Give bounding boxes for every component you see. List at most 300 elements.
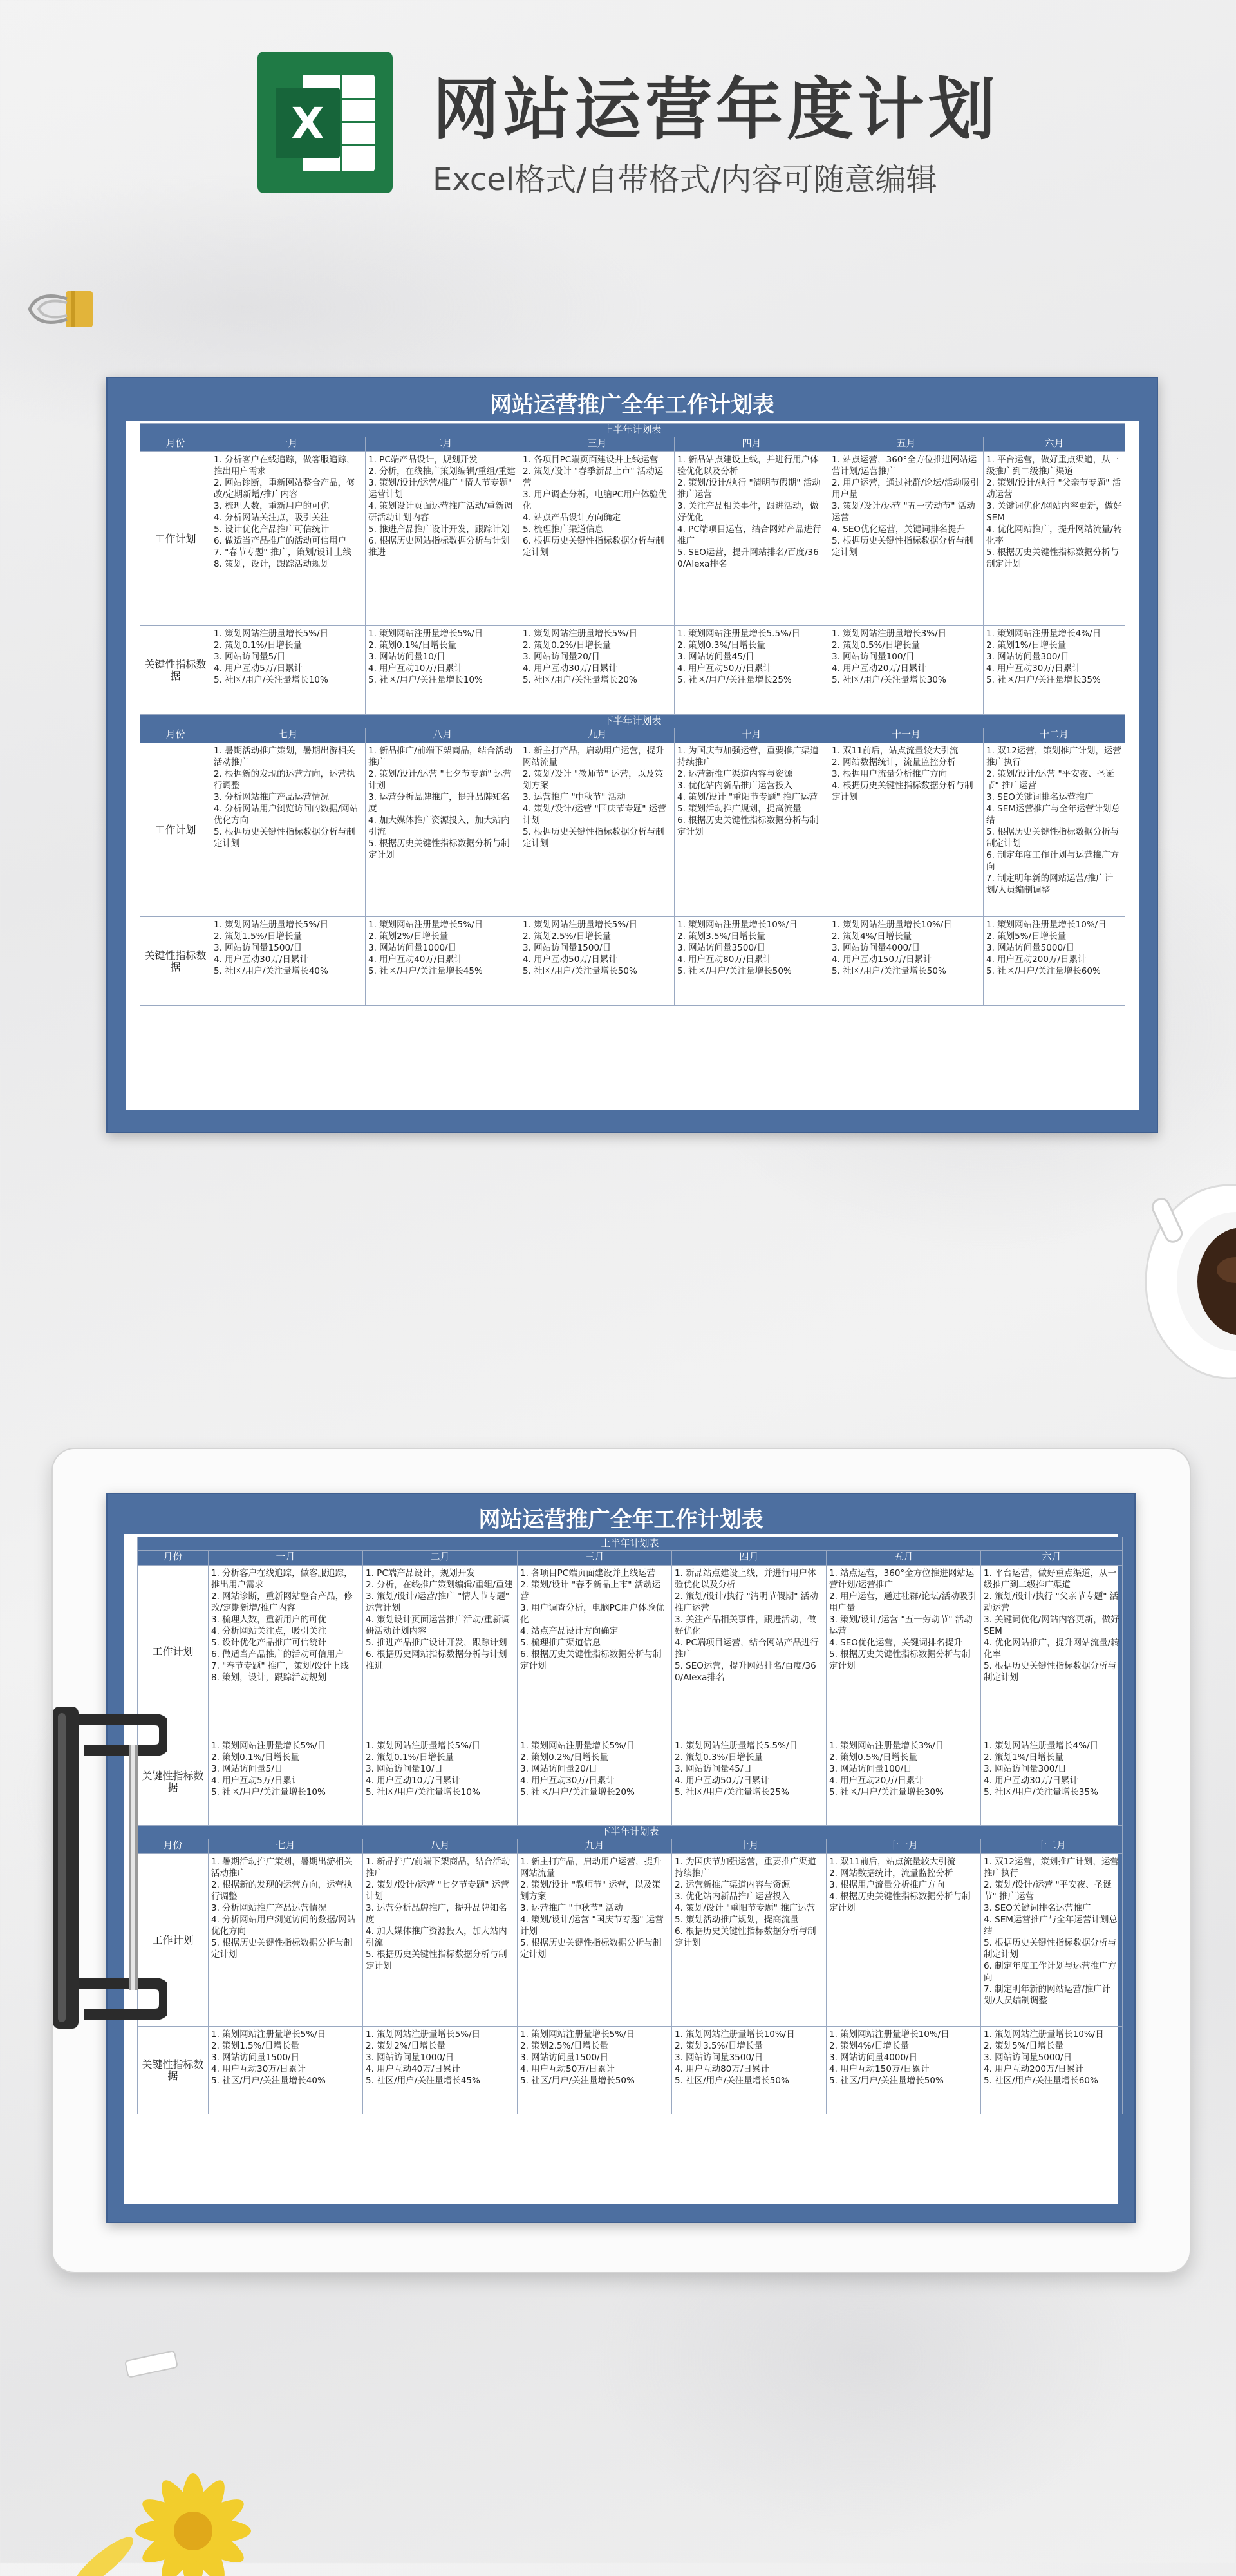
plan-item: 1. 新主打产品，启动用户运营，提升网站流量 (520, 1857, 662, 1879)
kpi-item: 1. 策划网站注册量增长5.5%/日 (675, 1741, 798, 1751)
kpi-label: 关键性指标数据 (140, 917, 211, 1006)
plan-item: 3. 分析网站推广产品运营情况 (211, 1903, 327, 1913)
plan-item: 4. 策划设计页面运营推广活动/重新调研活动计划内容 (366, 1615, 510, 1636)
month-header: 四月 (672, 1551, 827, 1566)
plan-item: 6. 做适当产品推广的活动可信用户 (214, 536, 347, 546)
plan-item: 5. 根据历史关键性指标数据分析与制定计划 (832, 536, 973, 558)
binder-ring-icon (45, 1681, 167, 2054)
kpi-item: 1. 策划网站注册量增长5%/日 (211, 2029, 326, 2040)
plan-item: 6. 根据历史网站指标数据分析与计划推进 (366, 1649, 507, 1671)
kpi-item: 3. 网站访问量5/日 (211, 1764, 283, 1774)
kpi-item: 2. 策划0.1%/日增长量 (368, 640, 457, 650)
plan-item: 7. "春节专题" 推广，策划/设计上线 (214, 547, 351, 558)
kpi-cell (363, 2027, 518, 2114)
kpi-item: 3. 网站访问量20/日 (520, 1764, 597, 1774)
plan-item: 4. 分析网站关注点，吸引关注 (214, 513, 330, 523)
plan-item: 5. 根据历史关键性指标数据分析与制定计划 (366, 1949, 507, 1971)
plan-item: 1. 各项目PC端页面建设并上线运营 (523, 455, 659, 465)
kpi-item: 2. 策划0.1%/日增长量 (366, 1752, 454, 1763)
kpi-item: 4. 用户互动20万/日累计 (832, 663, 926, 674)
kpi-item: 3. 网站访问量3500/日 (675, 2052, 763, 2063)
plan-item: 2. 分析，在线推广策划编辑/重组/重建 (368, 466, 516, 477)
work-plan-cell (829, 452, 984, 626)
kpi-item: 2. 策划2%/日增长量 (368, 931, 449, 942)
kpi-cell (518, 2027, 672, 2114)
plan-item: 5. 推进产品推广设计开发，跟踪计划 (366, 1638, 507, 1648)
plan-item: 4. 加大媒体推广资源投入，加大站内引流 (366, 1926, 507, 1948)
plan-item: 1. PC端产品设计，规划开发 (366, 1568, 475, 1578)
kpi-item: 5. 社区/用户/关注量增长10% (366, 1787, 480, 1797)
kpi-item: 1. 策划网站注册量增长5%/日 (523, 629, 638, 639)
plan-item: 2. 策划/设计/运营 "七夕节专题" 运营计划 (368, 769, 512, 791)
kpi-item: 4. 用户互动30万/日累计 (523, 663, 617, 674)
plan-item: 5. 根据历史关键性指标数据分析与制定计划 (984, 1661, 1117, 1683)
month-header: 三月 (520, 437, 675, 452)
plan-item: 3. 关键词优化/网站内容更新，做好SEM (984, 1615, 1119, 1636)
kpi-item: 2. 策划1.5%/日增长量 (211, 2041, 300, 2051)
kpi-item: 4. 用户互动200万/日累计 (986, 954, 1087, 965)
kpi-item: 1. 策划网站注册量增长5%/日 (368, 920, 483, 930)
plan-item: 5. 根据历史关键性指标数据分析与制定计划 (211, 1938, 353, 1960)
work-plan-cell (363, 1854, 518, 2027)
plan-item: 2. 网站数据统计，流量监控分析 (832, 757, 956, 768)
plan-item: 2. 策划/设计/执行 "父亲节专题" 活动运营 (986, 478, 1121, 500)
kpi-item: 2. 策划0.3%/日增长量 (675, 1752, 763, 1763)
half-year-header: 上半年计划表 (140, 424, 1125, 437)
kpi-item: 5. 社区/用户/关注量增长45% (368, 966, 483, 976)
kpi-cell (209, 2027, 363, 2114)
kpi-cell (981, 1738, 1123, 1826)
half-year-header: 下半年计划表 (138, 1826, 1123, 1839)
work-plan-label: 工作计划 (138, 1854, 209, 2027)
plan-item: 4. PC端项目运营，结合网站产品进行推广 (677, 524, 821, 546)
plan-item: 5. 设计优化产品推广可信统计 (211, 1638, 327, 1648)
plan-item: 4. 根据历史关键性指标数据分析与制定计划 (829, 1891, 971, 1913)
plan-item: 5. 根据历史关键性指标数据分析与制定计划 (829, 1649, 971, 1671)
kpi-cell (981, 2027, 1123, 2114)
plan-item: 1. 站点运营，360°全方位推进网站运营计划/运营推广 (832, 455, 977, 477)
plan-item: 6. 根据历史关键性指标数据分析与制定计划 (523, 536, 664, 558)
plan-item: 1. PC端产品设计，规划开发 (368, 455, 478, 465)
kpi-item: 1. 策划网站注册量增长10%/日 (832, 920, 952, 930)
kpi-item: 2. 策划5%/日增长量 (984, 2041, 1064, 2051)
work-plan-cell (366, 452, 520, 626)
month-column-header: 月份 (140, 437, 211, 452)
coffee-cup-icon (1133, 1159, 1236, 1391)
month-header: 七月 (209, 1839, 363, 1854)
plan-item: 6. 根据历史网站指标数据分析与计划推进 (368, 536, 510, 558)
work-plan-cell (984, 743, 1125, 917)
plan-item: 8. 策划，设计，跟踪活动规划 (211, 1672, 327, 1683)
plan-item: 4. 策划/设计 "重阳节专题" 推广运营 (675, 1903, 816, 1913)
kpi-cell (209, 1738, 363, 1826)
plan-item: 5. 根据历史关键性指标数据分析与制定计划 (986, 827, 1119, 849)
kpi-item: 4. 用户互动50万/日累计 (523, 954, 617, 965)
kpi-item: 4. 用户互动40万/日累计 (368, 954, 463, 965)
month-header: 十二月 (981, 1839, 1123, 1854)
kpi-item: 2. 策划0.2%/日增长量 (523, 640, 612, 650)
plan-item: 8. 策划，设计，跟踪活动规划 (214, 559, 330, 569)
month-header: 一月 (209, 1551, 363, 1566)
plan-item: 1. 站点运营，360°全方位推进网站运营计划/运营推广 (829, 1568, 975, 1590)
kpi-item: 2. 策划0.1%/日增长量 (214, 640, 303, 650)
plan-item: 2. 运营新推广渠道内容与资源 (675, 1880, 791, 1890)
plan-item: 5. 根据历史关键性指标数据分析与制定计划 (984, 1938, 1117, 1960)
plan-item: 2. 策划/设计/执行 "清明节假期" 活动推广运营 (677, 478, 821, 500)
kpi-item: 4. 用户互动5万/日累计 (214, 663, 303, 674)
kpi-item: 4. 用户互动150万/日累计 (829, 2064, 930, 2074)
kpi-item: 2. 策划2.5%/日增长量 (520, 2041, 609, 2051)
plan-item: 3. 梳理人数，重新用户的可优 (211, 1615, 327, 1625)
kpi-cell (211, 626, 366, 715)
plan-sheet-bottom (106, 1493, 1136, 2223)
plan-item: 4. 策划/设计/运营 "国庆节专题" 运营计划 (523, 804, 666, 826)
kpi-item: 1. 策划网站注册量增长5%/日 (520, 2029, 635, 2040)
kpi-item: 4. 用户互动5万/日累计 (211, 1776, 301, 1786)
kpi-item: 5. 社区/用户/关注量增长10% (214, 675, 328, 685)
kpi-label: 关键性指标数据 (138, 2027, 209, 2114)
plan-item: 3. 关键词优化/网站内容更新，做好SEM (986, 501, 1122, 523)
kpi-item: 5. 社区/用户/关注量增长60% (986, 966, 1101, 976)
plan-item: 1. 暑期活动推广策划，暑期出游相关活动推广 (214, 746, 355, 768)
kpi-item: 1. 策划网站注册量增长10%/日 (677, 920, 798, 930)
binder-clip-icon (26, 277, 97, 341)
work-plan-cell (829, 743, 984, 917)
plan-item: 2. 策划/设计 "教师节" 运营，以及策划方案 (523, 769, 664, 791)
plan-item: 2. 策划/设计/执行 "清明节假期" 活动推广运营 (675, 1591, 818, 1613)
plan-item: 1. 双12运营，策划推广计划，运营推广执行 (984, 1857, 1119, 1879)
plan-item: 6. 制定年度工作计划与运营推广方向 (984, 1961, 1117, 1983)
kpi-item: 5. 社区/用户/关注量增长50% (832, 966, 946, 976)
kpi-item: 5. 社区/用户/关注量增长40% (211, 2076, 326, 2086)
kpi-item: 1. 策划网站注册量增长3%/日 (829, 1741, 944, 1751)
plan-item: 5. 根据历史关键性指标数据分析与制定计划 (986, 547, 1119, 569)
kpi-item: 5. 社区/用户/关注量增长40% (214, 966, 328, 976)
kpi-cell (520, 626, 675, 715)
kpi-item: 3. 网站访问量1000/日 (366, 2052, 454, 2063)
kpi-cell (366, 626, 520, 715)
plan-item: 5. 设计优化产品推广可信统计 (214, 524, 330, 535)
plan-item: 6. 根据历史关键性指标数据分析与制定计划 (520, 1649, 662, 1671)
month-header: 八月 (363, 1839, 518, 1854)
plan-item: 3. 分析网站推广产品运营情况 (214, 792, 330, 802)
plan-item: 1. 各项目PC端页面建设并上线运营 (520, 1568, 656, 1578)
work-plan-cell (981, 1566, 1123, 1738)
plan-item: 7. 制定明年新的网站运营/推广计划/人员编制调整 (984, 1984, 1111, 2006)
month-header: 六月 (981, 1551, 1123, 1566)
kpi-item: 3. 网站访问量10/日 (366, 1764, 443, 1774)
work-plan-label: 工作计划 (140, 452, 211, 626)
sheet-title: 网站运营推广全年工作计划表 (478, 1507, 763, 1533)
month-header: 二月 (363, 1551, 518, 1566)
half-year-header: 下半年计划表 (140, 715, 1125, 728)
kpi-item: 5. 社区/用户/关注量增长50% (829, 2076, 944, 2086)
plan-item: 3. 策划/设计/运营/推广 "情人节专题" 运营计划 (368, 478, 512, 500)
kpi-item: 4. 用户互动50万/日累计 (677, 663, 772, 674)
kpi-item: 4. 用户互动20万/日累计 (829, 1776, 924, 1786)
kpi-item: 5. 社区/用户/关注量增长50% (675, 2076, 789, 2086)
plan-item: 7. 制定明年新的网站运营/推广计划/人员编制调整 (986, 873, 1114, 895)
kpi-cell (675, 917, 829, 1006)
kpi-item: 4. 用户互动30万/日累计 (520, 1776, 615, 1786)
plan-item: 2. 网站数据统计，流量监控分析 (829, 1868, 953, 1879)
plan-item: 3. 关注产品相关事件，跟进活动，做好优化 (675, 1615, 816, 1636)
month-header: 五月 (827, 1551, 981, 1566)
plan-item: 4. SEM运营推广与全年运营计划总结 (984, 1915, 1118, 1937)
kpi-item: 3. 网站访问量5/日 (214, 652, 286, 662)
work-plan-cell (675, 452, 829, 626)
kpi-item: 4. 用户互动30万/日累计 (984, 1776, 1078, 1786)
plan-item: 5. 策划活动推广规划，提高流量 (675, 1915, 799, 1925)
plan-item: 1. 为国庆节加强运营，重要推广渠道持续推广 (675, 1857, 816, 1879)
kpi-item: 4. 用户互动80万/日累计 (677, 954, 772, 965)
plan-item: 5. 推进产品推广设计开发，跟踪计划 (368, 524, 510, 535)
kpi-cell (672, 1738, 827, 1826)
kpi-item: 2. 策划5%/日增长量 (986, 931, 1067, 942)
work-plan-cell (211, 452, 366, 626)
plan-item: 2. 策划/设计 "春季新品上市" 活动运营 (523, 466, 664, 488)
kpi-item: 5. 社区/用户/关注量增长20% (523, 675, 637, 685)
plan-item: 2. 用户运营，通过社群/论坛/活动吸引用户量 (829, 1591, 977, 1613)
month-column-header: 月份 (138, 1551, 209, 1566)
month-column-header: 月份 (140, 728, 211, 743)
plan-sheet-top (106, 377, 1158, 1133)
month-header: 五月 (829, 437, 984, 452)
kpi-item: 1. 策划网站注册量增长10%/日 (986, 920, 1107, 930)
plan-item: 4. 分析网站关注点，吸引关注 (211, 1626, 327, 1636)
kpi-item: 1. 策划网站注册量增长4%/日 (984, 1741, 1099, 1751)
plan-item: 5. 根据历史关键性指标数据分析与制定计划 (214, 827, 355, 849)
kpi-item: 1. 策划网站注册量增长4%/日 (986, 629, 1101, 639)
kpi-item: 2. 策划0.5%/日增长量 (832, 640, 921, 650)
kpi-item: 3. 网站访问量5000/日 (984, 2052, 1072, 2063)
kpi-item: 5. 社区/用户/关注量增长10% (368, 675, 483, 685)
kpi-item: 1. 策划网站注册量增长10%/日 (675, 2029, 795, 2040)
plan-item: 2. 网站诊断，重新网站整合产品，修改/定期新增/推广内容 (214, 478, 355, 500)
kpi-item: 5. 社区/用户/关注量增长25% (675, 1787, 789, 1797)
kpi-item: 2. 策划2%/日增长量 (366, 2041, 446, 2051)
plan-table (140, 423, 1125, 1006)
plan-item: 2. 用户运营，通过社群/论坛/活动吸引用户量 (832, 478, 979, 500)
month-header: 九月 (520, 728, 675, 743)
plan-item: 5. 根据历史关键性指标数据分析与制定计划 (523, 827, 664, 849)
month-header: 十月 (675, 728, 829, 743)
kpi-item: 3. 网站访问量1500/日 (523, 943, 612, 953)
kpi-item: 3. 网站访问量100/日 (832, 652, 915, 662)
plan-item: 4. 加大媒体推广资源投入，加大站内引流 (368, 815, 510, 837)
plan-item: 3. 用户调查分析，电脑PC用户体验优化 (523, 489, 667, 511)
work-plan-label: 工作计划 (140, 743, 211, 917)
plan-item: 3. SEO关键词排名运营推广 (986, 792, 1094, 802)
plan-item: 3. 运营推广 "中秋节" 活动 (520, 1903, 623, 1913)
plan-item: 6. 根据历史关键性指标数据分析与制定计划 (675, 1926, 816, 1948)
plan-item: 5. 根据历史关键性指标数据分析与制定计划 (368, 838, 510, 860)
kpi-item: 5. 社区/用户/关注量增长35% (986, 675, 1101, 685)
work-plan-cell (672, 1566, 827, 1738)
plan-item: 4. SEO优化运营，关键词排名提升 (829, 1638, 962, 1648)
kpi-item: 1. 策划网站注册量增长5%/日 (214, 629, 329, 639)
kpi-cell (829, 917, 984, 1006)
kpi-cell (827, 2027, 981, 2114)
kpi-cell (827, 1738, 981, 1826)
kpi-item: 2. 策划1%/日增长量 (984, 1752, 1064, 1763)
work-plan-cell (366, 743, 520, 917)
work-plan-cell (209, 1854, 363, 2027)
plan-item: 2. 策划/设计/运营 "平安夜、圣诞节" 推广运营 (986, 769, 1114, 791)
plan-item: 4. 优化网站推广，提升网站流量/转化率 (984, 1638, 1119, 1660)
page-title: 网站运营年度计划 (433, 70, 1000, 149)
plan-item: 3. 根据用户流量分析推广方向 (832, 769, 948, 779)
month-header: 四月 (675, 437, 829, 452)
plan-item: 2. 策划/设计/运营 "七夕节专题" 运营计划 (366, 1880, 509, 1902)
plan-item: 6. 做适当产品推广的活动可信用户 (211, 1649, 344, 1660)
kpi-item: 1. 策划网站注册量增长10%/日 (829, 2029, 950, 2040)
kpi-cell (518, 1738, 672, 1826)
kpi-cell (829, 626, 984, 715)
plan-item: 4. 站点产品设计方向确定 (523, 513, 621, 523)
plan-item: 1. 暑期活动推广策划，暑期出游相关活动推广 (211, 1857, 353, 1879)
kpi-cell (984, 626, 1125, 715)
kpi-item: 3. 网站访问量3500/日 (677, 943, 766, 953)
kpi-item: 3. 网站访问量4000/日 (832, 943, 921, 953)
kpi-item: 3. 网站访问量45/日 (677, 652, 754, 662)
kpi-item: 3. 网站访问量1500/日 (214, 943, 303, 953)
work-plan-cell (675, 743, 829, 917)
work-plan-cell (984, 452, 1125, 626)
plan-item: 4. 策划设计页面运营推广活动/重新调研活动计划内容 (368, 501, 513, 523)
kpi-item: 3. 网站访问量1500/日 (520, 2052, 609, 2063)
plan-item: 2. 分析，在线推广策划编辑/重组/重建 (366, 1580, 513, 1590)
plan-item: 4. 站点产品设计方向确定 (520, 1626, 619, 1636)
kpi-item: 4. 用户互动80万/日累计 (675, 2064, 769, 2074)
kpi-item: 2. 策划1%/日增长量 (986, 640, 1067, 650)
month-column-header: 月份 (138, 1839, 209, 1854)
plan-item: 1. 新品站点建设上线，并进行用户体验优化以及分析 (677, 455, 819, 477)
half-year-header: 上半年计划表 (138, 1537, 1123, 1551)
plan-item: 5. 根据历史关键性指标数据分析与制定计划 (520, 1938, 662, 1960)
plan-item: 1. 新品推广/前端下架商品，结合活动推广 (368, 746, 513, 768)
kpi-item: 5. 社区/用户/关注量增长35% (984, 1787, 1098, 1797)
kpi-item: 2. 策划0.3%/日增长量 (677, 640, 766, 650)
kpi-item: 1. 策划网站注册量增长10%/日 (984, 2029, 1104, 2040)
kpi-item: 4. 用户互动40万/日累计 (366, 2064, 460, 2074)
kpi-item: 5. 社区/用户/关注量增长45% (366, 2076, 480, 2086)
plan-item: 5. 梳理推广渠道信息 (520, 1638, 601, 1648)
plan-item: 4. 分析网站用户浏览访问的数据/网站优化方向 (211, 1915, 356, 1937)
plan-item: 4. 根据历史关键性指标数据分析与制定计划 (832, 781, 973, 802)
kpi-item: 2. 策划3.5%/日增长量 (675, 2041, 763, 2051)
sheet-title: 网站运营推广全年工作计划表 (490, 392, 774, 418)
plan-item: 1. 新品站点建设上线，并进行用户体验优化以及分析 (675, 1568, 816, 1590)
kpi-item: 4. 用户互动30万/日累计 (211, 2064, 306, 2074)
kpi-item: 4. 用户互动50万/日累计 (675, 1776, 769, 1786)
month-header: 六月 (984, 437, 1125, 452)
month-header: 十一月 (829, 728, 984, 743)
plan-item: 5. 梳理推广渠道信息 (523, 524, 604, 535)
kpi-item: 3. 网站访问量4000/日 (829, 2052, 918, 2063)
plan-item: 4. SEO优化运营，关键词排名提升 (832, 524, 965, 535)
kpi-item: 5. 社区/用户/关注量增长30% (829, 1787, 944, 1797)
plan-item: 4. 分析网站用户浏览访问的数据/网站优化方向 (214, 804, 359, 826)
kpi-item: 1. 策划网站注册量增长3%/日 (832, 629, 947, 639)
kpi-item: 4. 用户互动150万/日累计 (832, 954, 932, 965)
kpi-item: 4. 用户互动50万/日累计 (520, 2064, 615, 2074)
kpi-cell (211, 917, 366, 1006)
month-header: 九月 (518, 1839, 672, 1854)
kpi-item: 2. 策划3.5%/日增长量 (677, 931, 766, 942)
kpi-cell (672, 2027, 827, 2114)
excel-logo-icon (258, 52, 393, 193)
plan-item: 6. 制定年度工作计划与运营推广方向 (986, 850, 1119, 872)
plan-item: 1. 双12运营，策划推广计划，运营推广执行 (986, 746, 1121, 768)
work-plan-label: 工作计划 (138, 1566, 209, 1738)
month-header: 七月 (211, 728, 366, 743)
plan-item: 3. 优化站内新品推广运营投入 (677, 781, 793, 791)
plan-item: 5. SEO运营，提升网站排名/百度/360/Alexa排名 (675, 1661, 816, 1683)
kpi-item: 5. 社区/用户/关注量增长60% (984, 2076, 1098, 2086)
plan-item: 4. SEM运营推广与全年运营计划总结 (986, 804, 1120, 826)
plan-item: 4. 优化网站推广，提升网站流量/转化率 (986, 524, 1122, 546)
plan-item: 1. 分析客户在线追踪，做客服追踪，推出用户需求 (214, 455, 355, 477)
plan-item: 2. 网站诊断，重新网站整合产品，修改/定期新增/推广内容 (211, 1591, 353, 1613)
plan-item: 1. 平台运营，做好重点渠道，从一级推广到二级推广渠道 (986, 455, 1119, 477)
month-header: 八月 (366, 728, 520, 743)
plan-item: 5. 策划活动推广规划，提高流量 (677, 804, 801, 814)
work-plan-cell (363, 1566, 518, 1738)
kpi-cell (984, 917, 1125, 1006)
work-plan-cell (827, 1566, 981, 1738)
page-subtitle: Excel格式/自带格式/内容可随意编辑 (433, 162, 937, 198)
month-header: 十月 (672, 1839, 827, 1854)
work-plan-cell (981, 1854, 1123, 2027)
plan-item: 4. 策划/设计/运营 "国庆节专题" 运营计划 (520, 1915, 664, 1937)
kpi-item: 4. 用户互动200万/日累计 (984, 2064, 1084, 2074)
plan-item: 6. 根据历史关键性指标数据分析与制定计划 (677, 815, 819, 837)
plan-item: 1. 双11前后，站点流量较大引流 (829, 1857, 956, 1867)
plan-item: 1. 分析客户在线追踪，做客服追踪，推出用户需求 (211, 1568, 353, 1590)
kpi-item: 4. 用户互动30万/日累计 (986, 663, 1081, 674)
kpi-cell (675, 626, 829, 715)
plan-item: 1. 新品推广/前端下架商品，结合活动推广 (366, 1857, 510, 1879)
kpi-item: 1. 策划网站注册量增长5%/日 (366, 1741, 481, 1751)
plan-item: 3. 策划/设计/运营 "五一劳动节" 活动运营 (829, 1615, 973, 1636)
kpi-label: 关键性指标数据 (140, 626, 211, 715)
month-header: 十二月 (984, 728, 1125, 743)
kpi-item: 3. 网站访问量100/日 (829, 1764, 912, 1774)
work-plan-cell (209, 1566, 363, 1738)
work-plan-cell (211, 743, 366, 917)
kpi-item: 5. 社区/用户/关注量增长20% (520, 1787, 635, 1797)
month-header: 一月 (211, 437, 366, 452)
kpi-item: 2. 策划4%/日增长量 (832, 931, 912, 942)
excel-logo-letter: X (276, 88, 340, 158)
kpi-item: 3. 网站访问量10/日 (368, 652, 445, 662)
work-plan-cell (520, 743, 675, 917)
plan-item: 2. 策划/设计/执行 "父亲节专题" 活动运营 (984, 1591, 1119, 1613)
plan-item: 2. 运营新推广渠道内容与资源 (677, 769, 793, 779)
plan-item: 1. 新主打产品，启动用户运营，提升网站流量 (523, 746, 664, 768)
plan-item: 1. 为国庆节加强运营，重要推广渠道持续推广 (677, 746, 819, 768)
kpi-item: 5. 社区/用户/关注量增长50% (523, 966, 637, 976)
flower-icon (77, 2434, 296, 2576)
kpi-item: 3. 网站访问量1000/日 (368, 943, 457, 953)
plan-item: 3. 梳理人数，重新用户的可优 (214, 501, 330, 511)
kpi-item: 3. 网站访问量5000/日 (986, 943, 1075, 953)
plan-item: 2. 策划/设计 "春季新品上市" 活动运营 (520, 1580, 661, 1602)
plan-item: 3. 用户调查分析，电脑PC用户体验优化 (520, 1603, 664, 1625)
plan-table (137, 1537, 1123, 2114)
kpi-item: 3. 网站访问量1500/日 (211, 2052, 300, 2063)
